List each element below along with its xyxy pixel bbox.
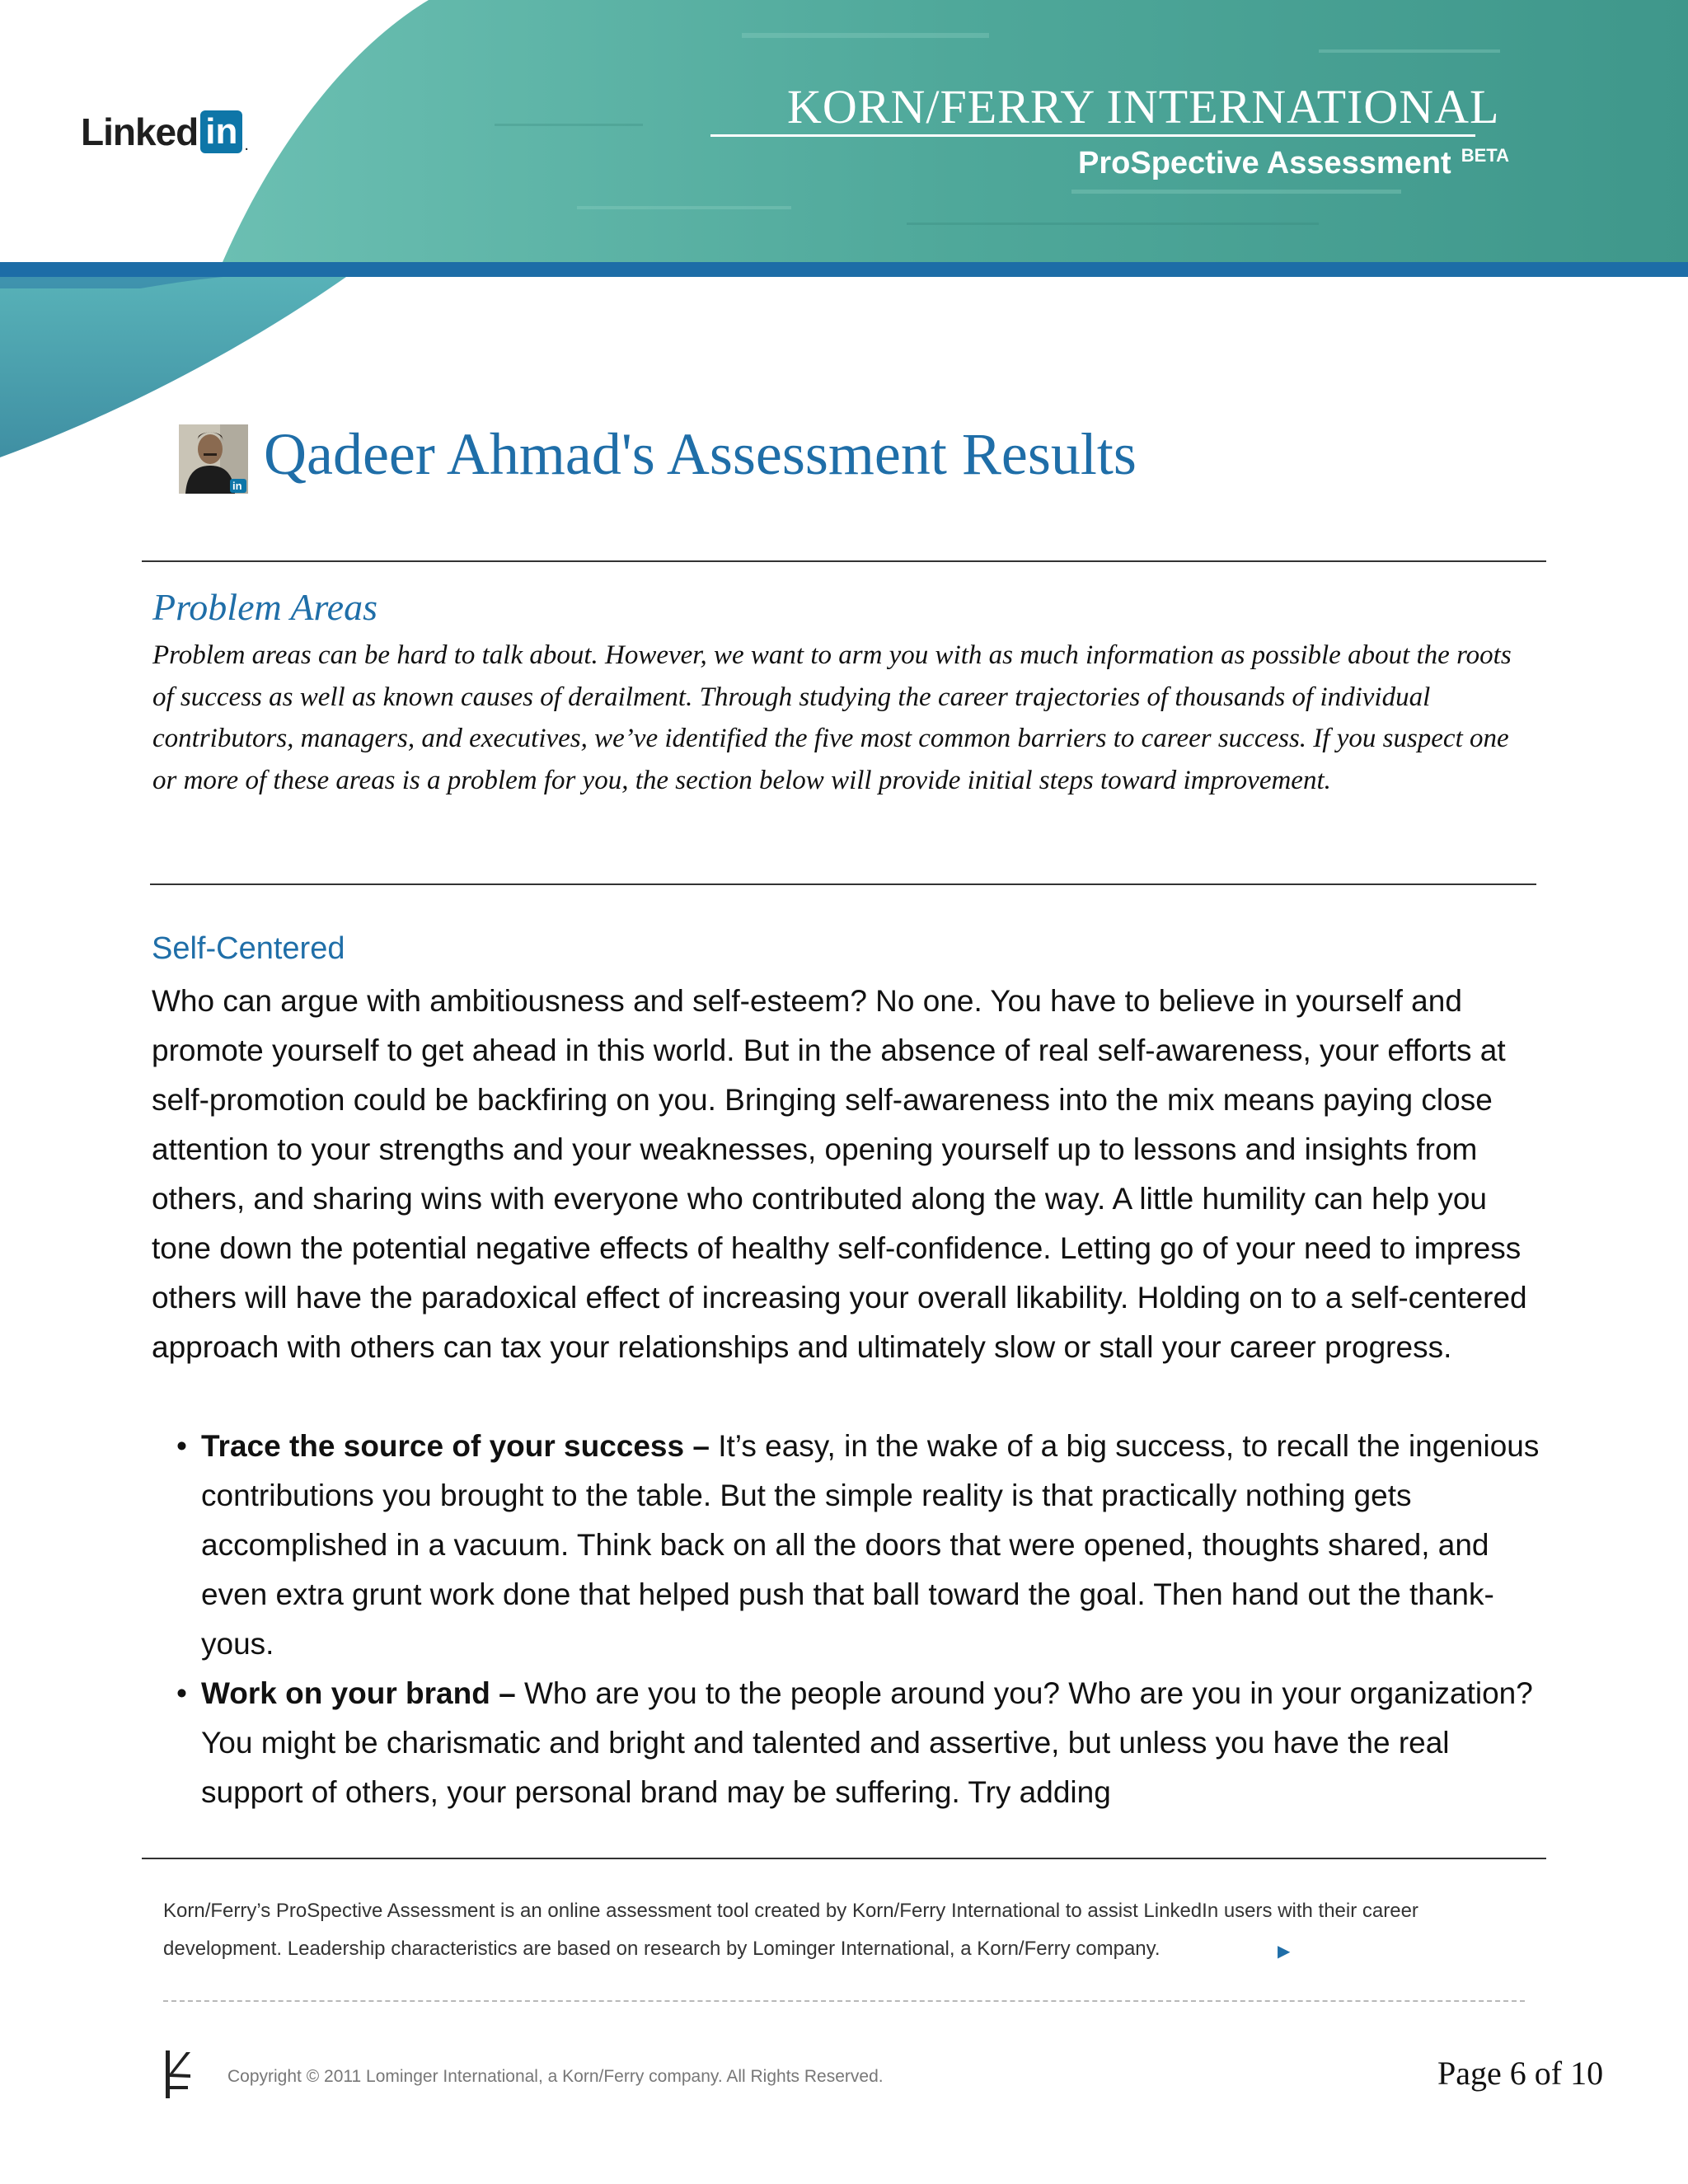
tip-text: Who are you to the people around you? Who are you in your organization? You might be charismatic and bright and talented and assertive, but unless you have the real support of others, your personal brand may be suffering. Try adding (201, 1676, 1533, 1809)
korn-ferry-logo-icon (0, 0, 49, 99)
prospective-assessment-label: ProSpective Assessment (1078, 146, 1451, 180)
avatar-linkedin-badge: in (232, 480, 242, 492)
tips-list (176, 1422, 1545, 1817)
intro-text: Problem areas can be hard to talk about. However, we want to arm you with as much information as possible about the roots of success as well as known causes of derailment. Through studying the career trajectories of thousands of individual contributors, managers, and executives, we’ve identified the five most common barriers to career success. If you suspect one or more of these areas is a problem for you, the section below will provide initial steps toward improvement. (152, 640, 1512, 795)
linkedin-logo-word: Linked (81, 110, 199, 153)
list-item (176, 1669, 1545, 1817)
self-centered-paragraph: Who can argue with ambitiousness and self-esteem? No one. You have to believe in yourself and promote yourself to get ahead in this world. But in the absence of real self-awareness, your efforts at self-promotion could be backfiring on you. Bringing self-awareness into the mix means paying close attention to your strengths and your weaknesses, opening yourself up to lessons and insights from others, and sharing wins with everyone who contributed along the way. A little humility can help you tone down the potential negative effects of healthy self-confidence. Letting go of your need to impress others will have the paradoxical effect of increasing your overall likability. Holding on to a self-centered approach with others can tax your relationships and ultimately slow or stall your career progress. (152, 984, 1527, 1364)
linkedin-logo-dot: . (244, 136, 249, 154)
korn-ferry-small-logo-icon (163, 2049, 193, 2100)
header-background (0, 0, 1688, 462)
subsection-heading-self-centered: Self-Centered (152, 931, 345, 966)
beta-badge: BETA (1461, 145, 1509, 166)
footer-note: Korn/Ferry’s ProSpective Assessment is an online assessment tool created by Korn/Ferry International to assist LinkedIn users with their career development. Leadership characteristics are based on research by Lominger International, a Korn/Ferry company. (163, 1900, 1418, 1960)
page-number: Page 6 of 10 (1437, 2055, 1604, 2092)
korn-ferry-rule (710, 134, 1475, 137)
prospective-assessment-subtitle (1078, 145, 1509, 181)
tip-title: Trace the source of your success – (201, 1429, 710, 1463)
divider-intro (150, 883, 1536, 885)
section-heading-problem-areas: Problem Areas (152, 586, 377, 628)
copyright-text: Copyright © 2011 Lominger International, a Korn/Ferry company. All Rights Reserved. (227, 2067, 884, 2086)
tip-title: Work on your brand – (201, 1676, 516, 1710)
linkedin-logo-in-box: in (200, 110, 242, 153)
divider-top (142, 560, 1546, 562)
divider-footer (142, 1858, 1546, 1859)
play-arrow-icon[interactable]: ▶ (1278, 1943, 1291, 1961)
footer-dashed-divider (163, 2000, 1525, 2002)
list-item (176, 1422, 1545, 1669)
header-banner (0, 0, 1688, 462)
bullet-marker: • (176, 1429, 187, 1463)
korn-ferry-title: KORN/FERRY INTERNATIONAL (787, 80, 1500, 134)
bullet-marker: • (176, 1676, 187, 1710)
page-title: Qadeer Ahmad's Assessment Results (264, 421, 1137, 487)
avatar (179, 424, 248, 494)
tip-text: It’s easy, in the wake of a big success, to recall the ingenious contributions you brought to the table. But the simple reality is that practically nothing gets accomplished in a vacuum. Think back on all the doors that were opened, thoughts shared, and even extra grunt work done that helped push that ball toward the goal. Then hand out the thank-yous. (201, 1429, 1540, 1661)
linkedin-logo (81, 109, 249, 155)
